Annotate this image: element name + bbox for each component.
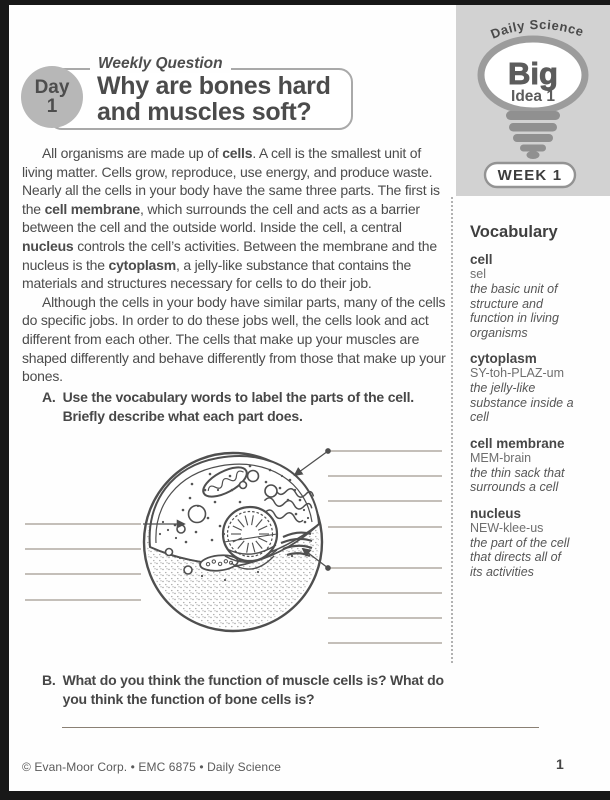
vocab-pronunciation: MEM-brain: [470, 450, 532, 465]
vocab-pronunciation: SY-toh-PLAZ-um: [470, 366, 565, 380]
question-b-label: B.: [42, 672, 56, 688]
question-b-text: What do you think the function of muscle cells is? What do you think the function of bone cells is?: [62, 672, 444, 707]
scan-edge-bottom: [0, 791, 610, 800]
vocab-term: cell membrane: [470, 435, 565, 451]
answer-line: [62, 727, 539, 728]
intro-text: [22, 144, 450, 386]
day-badge-label: Day: [34, 77, 70, 98]
vocab-definition: the jelly-like substance inside a cell: [470, 381, 574, 424]
day-badge-number: 1: [46, 96, 58, 117]
scan-edge-top: [0, 0, 610, 5]
vocab-term: nucleus: [470, 505, 522, 521]
brand-big: Big: [508, 56, 558, 91]
cell-diagram: [0, 430, 460, 670]
vocab-definition: the basic unit of structure and function in living organisms: [470, 282, 559, 340]
arrow-to-cell-membrane: [295, 451, 328, 475]
copyright-credit: © Evan-Moor Corp. • EMC 6875 • Daily Science: [22, 760, 282, 774]
vocab-entry-cytoplasm: [470, 351, 576, 425]
vocab-pronunciation: NEW-klee-us: [470, 520, 544, 535]
vocab-entry-cell: [470, 252, 576, 340]
weekly-question-label: Weekly Question: [90, 55, 231, 73]
vocabulary-heading: Vocabulary: [470, 223, 558, 241]
intro-paragraph-2: Although the cells in your body have similar parts, many of the cells do specific jobs. In order to do these jobs well, the cells look and act different from each other. The cells that make up your muscles are shaped differently and behave differently from those that make up your bones.: [22, 293, 446, 385]
page-number: 1: [556, 756, 564, 772]
page-title: Why are bones hard and muscles soft?: [97, 72, 331, 126]
vocab-entry-nucleus: [470, 506, 576, 580]
question-b: [42, 671, 465, 709]
bulb-threads-icon: [506, 111, 560, 159]
question-a-label: A.: [42, 389, 56, 405]
vocab-term: cytoplasm: [470, 351, 537, 366]
brand-idea: Idea 1: [511, 88, 555, 105]
day-badge: [21, 66, 83, 128]
vocab-entry-cell-membrane: [470, 436, 576, 495]
question-a-text: Use the vocabulary words to label the parts of the cell. Briefly describe what each part does.: [62, 389, 414, 424]
vocab-definition: the thin sack that surrounds a cell: [470, 465, 565, 494]
vocab-pronunciation: sel: [470, 267, 486, 281]
intro-paragraph-1: All organisms are made up of cells. A cell is the smallest unit of living matter. Cells grow, reproduce, use energy, and produce waste. Nearly all the cells in your body have the same three parts. The first is the cell membrane, which surrounds the cell and acts as a barrier between the cell and the outside world. Inside the cell, a central nucleus controls the cell’s activities. Between the membrane and the nucleus is the cytoplasm, a jelly-like substance that contains the materials and structures necessary for cells to do their job.: [22, 145, 440, 292]
brand-panel: [456, 0, 610, 196]
vocabulary-sidebar: [470, 223, 576, 590]
answer-lines-left: [25, 524, 141, 600]
big-idea-logo: [456, 0, 610, 196]
vocab-definition: the part of the cell that directs all of its activities: [470, 535, 570, 579]
question-a: [42, 388, 435, 426]
scan-edge-left: [0, 0, 9, 800]
brand-name: Daily Science: [488, 16, 586, 42]
vocab-term: cell: [470, 252, 493, 267]
week-badge-label: WEEK 1: [497, 167, 563, 184]
answer-lines-right: [328, 451, 442, 643]
